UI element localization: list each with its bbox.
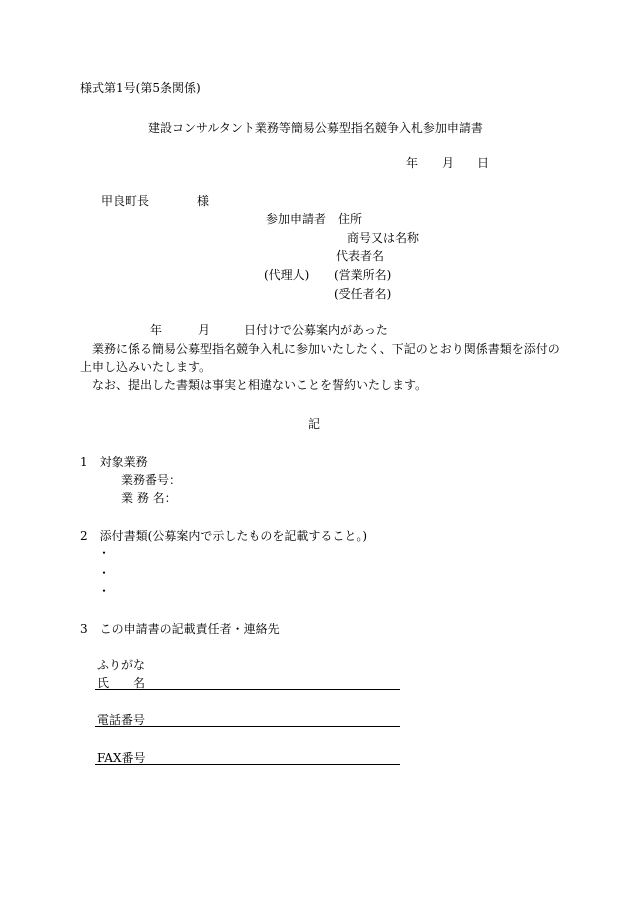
body-line-3: 上申し込みいたします。 — [80, 360, 212, 374]
agent-label: (代理人) — [264, 268, 310, 282]
section-2-heading: 2 添付書類(公募案内で示したものを記載すること。) — [80, 529, 368, 543]
date-day-label: 日 — [477, 156, 490, 170]
body-date-suffix: 日付けで公募案内があった — [244, 323, 388, 337]
ki-heading: 記 — [308, 417, 321, 431]
body-date-year: 年 — [150, 323, 163, 337]
contact-fax-underline — [95, 764, 400, 765]
section-3-heading: 3 この申請書の記載責任者・連絡先 — [80, 622, 280, 636]
section-1-heading: 1 対象業務 — [80, 455, 148, 469]
body-line-4: なお、提出した書類は事実と相違ないことを誓約いたします。 — [92, 378, 428, 392]
applicant-label: 参加申請者 — [266, 212, 327, 226]
date-year-label: 年 — [406, 156, 419, 170]
representative-label: 代表者名 — [336, 249, 385, 263]
date-month-label: 月 — [442, 156, 455, 170]
body-line-2: 業務に係る簡易公募型指名競争入札に参加いたしたく、下記のとおり関係書類を添付の — [92, 342, 560, 356]
furigana-label: ふりがな — [97, 658, 146, 672]
office-name-label: (営業所名) — [334, 268, 392, 282]
business-name-label: 業 務 名： — [121, 491, 177, 505]
body-date-month: 月 — [198, 323, 211, 337]
attachment-bullet-2: ・ — [98, 566, 111, 580]
attachment-bullet-1: ・ — [98, 546, 111, 560]
addressee-name: 甲良町長 — [101, 194, 150, 208]
contact-fax-label: FAX番号 — [97, 751, 146, 765]
contact-name-label: 氏 名 — [97, 676, 146, 690]
contact-phone-underline — [95, 726, 400, 727]
contact-name-underline — [95, 689, 400, 690]
business-number-label: 業務番号： — [121, 473, 182, 487]
contact-phone-label: 電話番号 — [97, 713, 146, 727]
addressee-honorific: 様 — [197, 194, 210, 208]
address-label: 住所 — [338, 212, 363, 226]
form-number: 様式第1号(第5条関係) — [80, 81, 201, 95]
company-name-label: 商号又は名称 — [347, 231, 420, 245]
document-title: 建設コンサルタント業務等簡易公募型指名競争入札参加申請書 — [148, 121, 483, 135]
attachment-bullet-3: ・ — [98, 584, 111, 598]
delegate-name-label: (受任者名) — [334, 287, 392, 301]
